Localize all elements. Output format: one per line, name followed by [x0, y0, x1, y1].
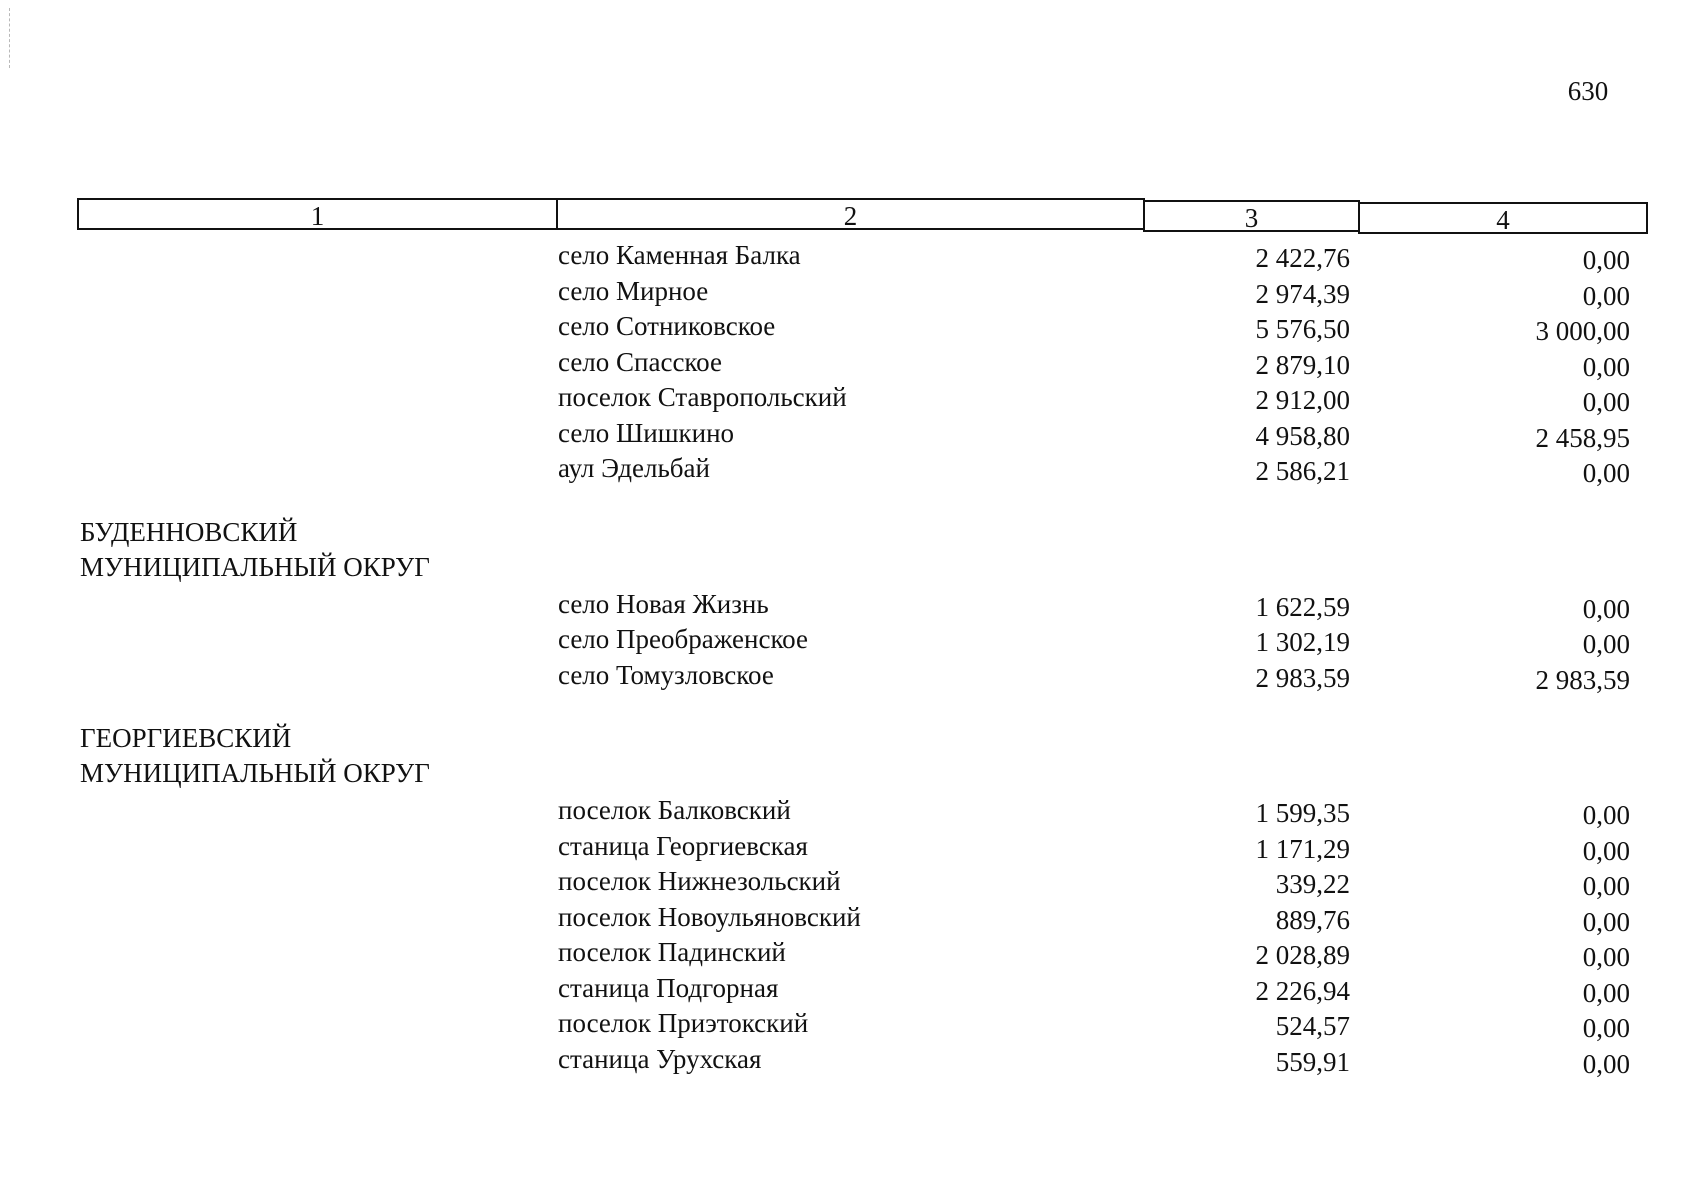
table-row [0, 380, 1696, 417]
district-heading-line: МУНИЦИПАЛЬНЫЙ ОКРУГ [80, 551, 430, 582]
column-3-value: 4 958,80 [1255, 420, 1350, 451]
column-4-value: 0,00 [1582, 800, 1630, 830]
column-header-2: 2 [556, 198, 1145, 230]
column-header-3: 3 [1143, 200, 1360, 232]
page-number: 630 [1567, 76, 1609, 106]
column-4-value: 0,00 [1582, 351, 1630, 382]
column-3-value: 2 226,94 [1255, 975, 1350, 1006]
column-3-value: 2 879,10 [1255, 349, 1350, 380]
column-3-value: 889,76 [1275, 904, 1350, 935]
column-3-value: 5 576,50 [1255, 314, 1350, 344]
column-3-value: 2 983,59 [1255, 662, 1350, 693]
column-header-4: 4 [1358, 202, 1648, 234]
column-3-value: 524,57 [1275, 1011, 1350, 1041]
settlement-name: станица Подгорная [558, 972, 779, 1003]
column-4-value: 0,00 [1582, 458, 1630, 488]
table-row [0, 274, 1696, 311]
table-row [0, 971, 1696, 1008]
settlement-name: станица Георгиевская [558, 830, 808, 861]
column-4-value: 0,00 [1582, 1013, 1630, 1043]
column-4-value: 3 000,00 [1535, 316, 1630, 346]
settlement-name: аул Эдельбай [558, 453, 710, 483]
column-4-value: 0,00 [1582, 387, 1630, 417]
settlement-name: поселок Новоульяновский [558, 901, 861, 932]
district-heading-line: МУНИЦИПАЛЬНЫЙ ОКРУГ [80, 758, 430, 788]
column-header-1: 1 [77, 198, 558, 230]
column-3-value: 2 586,21 [1255, 456, 1350, 486]
table-row [0, 345, 1696, 382]
column-4-value: 0,00 [1582, 245, 1630, 275]
column-3-value: 1 599,35 [1255, 798, 1350, 828]
column-4-value: 2 983,59 [1535, 664, 1630, 695]
table-row [0, 658, 1696, 695]
table-row [0, 829, 1696, 866]
column-3-value: 1 171,29 [1255, 833, 1350, 864]
column-3-value: 1 302,19 [1255, 627, 1350, 657]
settlement-name: поселок Ставропольский [558, 382, 847, 412]
settlement-name: поселок Приэтокский [558, 1008, 809, 1038]
table-row [0, 587, 1696, 624]
column-4-value: 0,00 [1582, 942, 1630, 972]
column-3-value: 2 974,39 [1255, 278, 1350, 309]
table-row [0, 900, 1696, 937]
column-4-value: 0,00 [1582, 977, 1630, 1008]
table-row [0, 1006, 1696, 1043]
column-3-value: 559,91 [1275, 1046, 1350, 1077]
column-3-value: 339,22 [1275, 869, 1350, 899]
table-row [0, 416, 1696, 453]
table-row [0, 622, 1696, 659]
settlement-name: село Сотниковское [558, 311, 776, 341]
table-row [0, 1042, 1696, 1079]
district-heading-line: БУДЕННОВСКИЙ [80, 516, 298, 547]
table-row [0, 864, 1696, 901]
settlement-name: село Спасское [558, 346, 722, 377]
table-row [0, 935, 1696, 972]
column-3-value: 1 622,59 [1255, 591, 1350, 622]
settlement-name: село Новая Жизнь [558, 588, 769, 619]
district-heading [80, 515, 430, 585]
settlement-name: село Томузловское [558, 659, 774, 690]
column-4-value: 0,00 [1582, 280, 1630, 311]
column-4-value: 0,00 [1582, 593, 1630, 624]
column-3-value: 2 028,89 [1255, 940, 1350, 970]
column-3-value: 2 912,00 [1255, 385, 1350, 415]
column-4-value: 0,00 [1582, 1048, 1630, 1079]
settlement-name: станица Урухская [558, 1043, 762, 1074]
table-row [0, 238, 1696, 275]
district-heading [80, 721, 430, 791]
table-row [0, 451, 1696, 488]
settlement-name: поселок Падинский [558, 937, 786, 967]
column-4-value: 2 458,95 [1535, 422, 1630, 453]
settlement-name: село Шишкино [558, 417, 735, 448]
table-row [0, 793, 1696, 830]
table-row [0, 309, 1696, 346]
column-3-value: 2 422,76 [1255, 243, 1350, 273]
column-4-value: 0,00 [1582, 629, 1630, 659]
settlement-name: поселок Нижнезольский [558, 866, 841, 896]
column-4-value: 0,00 [1582, 835, 1630, 866]
district-heading-line: ГЕОРГИЕВСКИЙ [80, 723, 292, 753]
column-4-value: 0,00 [1582, 871, 1630, 901]
settlement-name: поселок Балковский [558, 795, 791, 825]
settlement-name: село Преображенское [558, 624, 809, 654]
settlement-name: село Каменная Балка [558, 240, 801, 270]
column-4-value: 0,00 [1582, 906, 1630, 937]
settlement-name: село Мирное [558, 275, 709, 306]
